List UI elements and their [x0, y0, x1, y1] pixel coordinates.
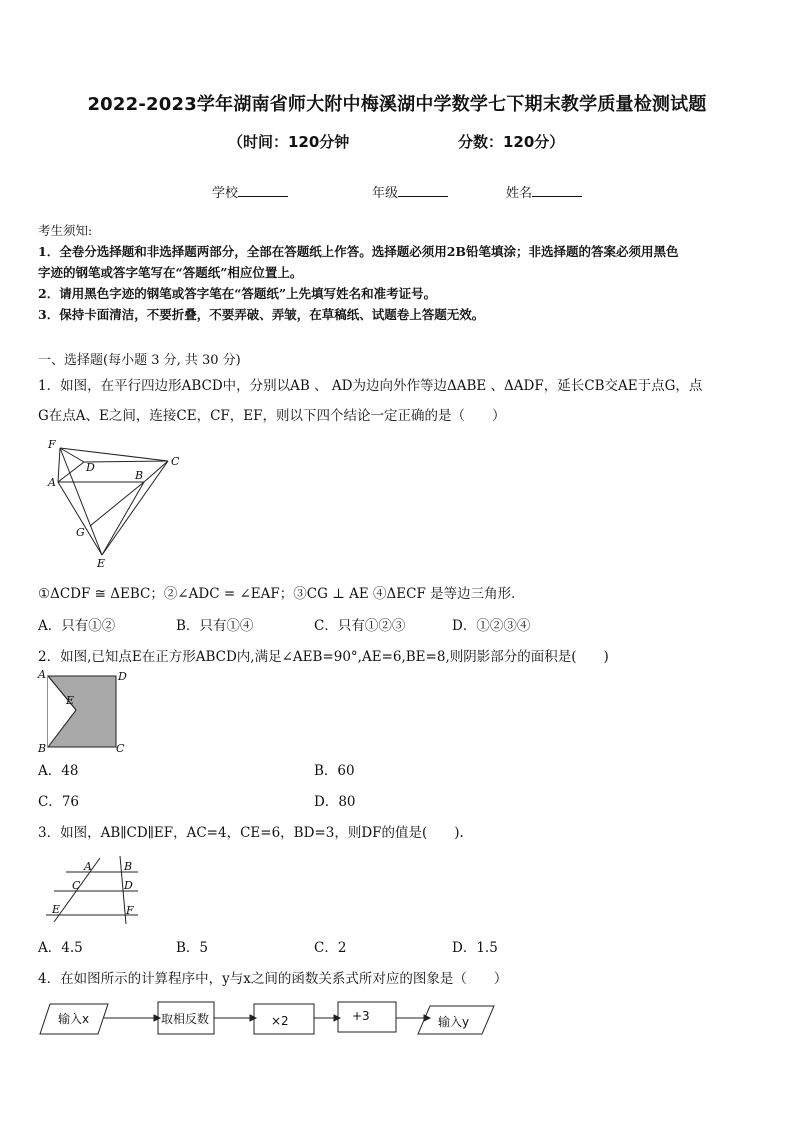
q2-label-c: C — [116, 742, 125, 755]
q1-label-f: F — [48, 438, 56, 451]
flow-output-text: 输入y — [438, 1015, 470, 1029]
q4-line1: 4．在如图所示的计算程序中，y与x之间的函数关系式所对应的图象是（ ） — [38, 971, 508, 987]
flow-plus-text: +3 — [352, 1009, 370, 1023]
q1-label-c: C — [171, 455, 180, 468]
section-title: 一、选择题(每小题 3 分, 共 30 分) — [38, 353, 241, 368]
notice-item: 2．请用黑色字迹的钢笔或答字笔在“答题纸”上先填写姓名和准考证号。 — [38, 286, 437, 301]
q3-figure — [40, 852, 152, 928]
grade-field — [372, 182, 448, 201]
q1-option-d[interactable]: D．①②③④ — [452, 618, 531, 634]
name-field — [506, 182, 582, 201]
q1-label-g: G — [76, 526, 85, 539]
q1-line2: G在点A、E之间，连接CE，CF，EF，则以下四个结论一定正确的是（ ） — [38, 408, 506, 424]
notice-heading: 考生须知: — [38, 223, 93, 238]
notice-item: 字迹的钢笔或答字笔写在“答题纸”相应位置上。 — [38, 265, 303, 280]
q2-label-a: A — [38, 668, 46, 681]
q3-line1: 3．如图，AB∥CD∥EF，AC=4，CE=6，BD=3，则DF的值是( ). — [38, 825, 464, 841]
q2-label-b: B — [38, 742, 47, 755]
exam-score: 分数：120分） — [458, 133, 565, 151]
school-label: 学校 — [212, 186, 239, 201]
school-field — [212, 182, 288, 201]
q1-option-b[interactable]: B．只有①④ — [176, 618, 254, 634]
grade-blank — [398, 184, 448, 197]
q4-flowchart — [36, 998, 498, 1040]
q3-option-a[interactable]: A．4.5 — [38, 940, 83, 956]
q3-label-f: F — [126, 904, 134, 917]
q1-label-d: D — [86, 461, 95, 474]
q3-label-d: D — [124, 879, 133, 892]
q1-label-b: B — [135, 469, 144, 482]
flow-times-text: ×2 — [271, 1014, 289, 1028]
grade-label: 年级 — [372, 186, 399, 201]
q1-option-c[interactable]: C．只有①②③ — [314, 618, 406, 634]
q1-conclusions: ①ΔCDF ≅ ΔEBC；②∠ADC = ∠EAF；③CG ⊥ AE ④ΔECF 是等边三角形． — [38, 586, 525, 602]
notice-block — [38, 220, 760, 325]
q3-label-c: C — [72, 879, 81, 892]
q3-label-a: A — [84, 860, 92, 873]
q2-label-d: D — [118, 670, 127, 683]
q2-figure — [36, 668, 136, 756]
q2-option-a[interactable]: A．48 — [38, 763, 79, 779]
q1-figure — [40, 434, 190, 570]
q1-option-a[interactable]: A．只有①② — [38, 618, 116, 634]
school-blank — [238, 184, 288, 197]
q3-option-c[interactable]: C．2 — [314, 940, 347, 956]
q2-line1: 2．如图,已知点E在正方形ABCD内,满足∠AEB=90°,AE=6,BE=8,则阴影部分的面积是( ) — [38, 649, 609, 665]
q2-option-c[interactable]: C．76 — [38, 794, 80, 810]
exam-time: （时间：120分钟 — [228, 133, 350, 151]
notice-item: 3．保持卡面清洁，不要折叠，不要弄破、弄皱，在草稿纸、试题卷上答题无效。 — [38, 307, 485, 322]
q3-option-b[interactable]: B．5 — [176, 940, 209, 956]
q2-option-b[interactable]: B．60 — [314, 763, 355, 779]
page-title: 2022-2023学年湖南省师大附中梅溪湖中学数学七下期末教学质量检测试题 — [87, 94, 707, 115]
q3-label-e: E — [52, 903, 61, 916]
q1-label-a: A — [48, 476, 56, 489]
name-label: 姓名 — [506, 186, 533, 201]
name-blank — [532, 184, 582, 197]
q1-label-e: E — [97, 557, 106, 570]
q2-option-d[interactable]: D．80 — [314, 794, 356, 810]
flow-input-text: 输入x — [58, 1012, 90, 1026]
q3-option-d[interactable]: D．1.5 — [452, 940, 498, 956]
q3-label-b: B — [124, 860, 133, 873]
q1-line1: 1．如图，在平行四边形ABCD中，分别以AB 、 AD为边向外作等边ΔABE 、ΔADF，延长CB交AE于点G，点 — [38, 378, 703, 394]
flow-negate-text: 取相反数 — [161, 1012, 210, 1026]
q2-label-e: E — [66, 694, 75, 707]
notice-item: 1．全卷分选择题和非选择题两部分，全部在答题纸上作答。选择题必须用2B铅笔填涂；非选择题的答案必须用黑色 — [38, 244, 679, 259]
